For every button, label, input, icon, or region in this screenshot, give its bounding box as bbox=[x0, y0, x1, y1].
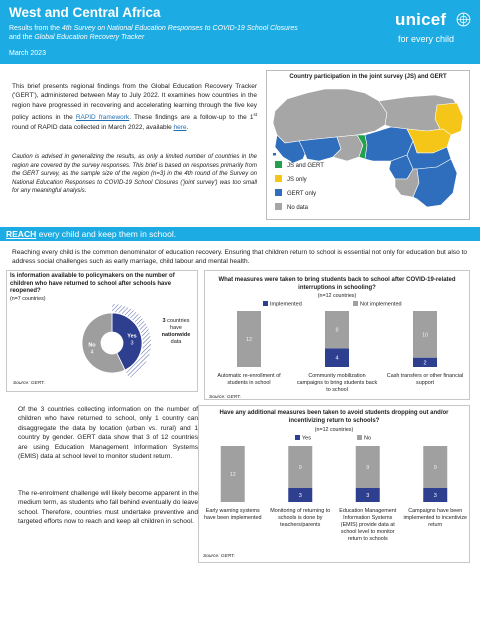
reach-heading-text: every child and keep them in school. bbox=[36, 229, 177, 239]
legend-label: Implemented bbox=[270, 301, 302, 308]
here-link[interactable]: here bbox=[173, 123, 187, 131]
chart1-subtitle: (n=7 countries) bbox=[10, 296, 46, 302]
unicef-globe-icon bbox=[456, 12, 471, 27]
pie-label-yes: Yes bbox=[127, 333, 137, 340]
category-label: Cash transfers or other financial support bbox=[386, 373, 464, 386]
header-banner bbox=[0, 0, 480, 64]
chart2-panel bbox=[204, 270, 470, 400]
legend-label: JS and GERT bbox=[287, 163, 324, 169]
bar-value-label: 9 bbox=[366, 465, 370, 471]
intro-text-b: . These findings are a follow-up to the 1 bbox=[129, 114, 254, 122]
chart1-source: Source: GERT. bbox=[13, 381, 45, 386]
chart3-legend-yes bbox=[295, 435, 311, 442]
bar-value-label: 3 bbox=[298, 493, 302, 499]
category-label: Community mobilization campaigns to bring students back to school bbox=[296, 373, 378, 393]
intro-superscript: st bbox=[253, 112, 257, 118]
reach-keyword: REACH bbox=[6, 229, 37, 239]
side-note-text-c: data bbox=[170, 339, 182, 345]
chart2-legend-not-implemented bbox=[353, 301, 402, 308]
category-label: Automatic re-enrollment of students in school bbox=[217, 373, 281, 386]
chart3-panel bbox=[198, 405, 470, 563]
legend-label: Yes bbox=[302, 435, 311, 442]
chart2-title-line2: interruptions in schooling? bbox=[298, 284, 376, 291]
subtitle-tracker-name: Global Education Recovery Tracker bbox=[34, 34, 145, 41]
rapid-framework-link[interactable]: RAPID framework bbox=[75, 114, 130, 122]
chart1-title: Is information available to policymakers on the number of children who have returned to school after schools have reopened? bbox=[10, 273, 175, 294]
bar-value-label: 4 bbox=[335, 355, 339, 362]
intro-text-d: . bbox=[186, 123, 189, 131]
bar-value-label: 9 bbox=[298, 465, 302, 471]
reach-intro-text: Reaching every child is the common denominator of education recovery. Ensuring that children return to school is essential not only for education but also to address social challenges such as early marriage, child labour and mental health. bbox=[12, 249, 468, 266]
category-label: Campaigns have been implemented to incentivize return bbox=[403, 508, 468, 528]
side-note-text: countries bbox=[167, 318, 190, 324]
bar-value-label: 3 bbox=[366, 493, 370, 499]
category-label: Education Management Information Systems (EMIS) provide data at school level to monitor return to schools bbox=[339, 508, 397, 542]
legend-label: No bbox=[364, 435, 372, 442]
pie-label-no: No bbox=[88, 342, 96, 349]
chart2-subtitle: (n=12 countries) bbox=[317, 293, 357, 299]
chart3-source: Source: GERT. bbox=[203, 554, 235, 559]
chart2-category-labels bbox=[205, 373, 469, 393]
unicef-logo bbox=[395, 10, 475, 54]
cabo-verde-shape bbox=[273, 153, 276, 156]
side-note-text-b: have bbox=[170, 325, 182, 331]
chart2-legend-implemented bbox=[263, 301, 302, 308]
map-legend-js-only bbox=[275, 175, 307, 183]
legend-label: JS only bbox=[287, 177, 307, 183]
pie-value-no: 4 bbox=[90, 349, 94, 356]
subtitle-text: Results from the bbox=[9, 25, 62, 32]
chart2-source: Source: GERT. bbox=[209, 395, 241, 400]
chart3-title-line2: incentivizing return to schools? bbox=[288, 417, 380, 424]
bar-value-label: 12 bbox=[229, 472, 236, 478]
intro-text: This brief presents regional findings from the Global Education Recovery Tracker ('GERT'), administered between May to July 2022. It examines how countries in the region have progressed in recovering and accelerating learning through the five key policy actions in the bbox=[12, 83, 257, 122]
map-legend-no-data bbox=[275, 203, 308, 211]
bar-value-label: 8 bbox=[335, 327, 339, 334]
chart3-bars bbox=[199, 444, 469, 504]
chart1-panel bbox=[6, 270, 198, 392]
side-note-bold: nationwide bbox=[161, 332, 191, 338]
category-label: Early warning systems have been implemented bbox=[203, 508, 262, 521]
logo-wordmark: unicef bbox=[395, 10, 447, 29]
side-note-number: 3 bbox=[162, 318, 166, 324]
bar-value-label: 3 bbox=[433, 493, 437, 499]
pie-value-yes: 3 bbox=[130, 340, 134, 347]
intro-text-c: round of RAPID data collected in March 2022, available bbox=[12, 123, 174, 131]
body-paragraph-2: The re-enrolment challenge will likely become apparent in the medium term, as students who fall behind eventually do leave school. Therefore, countries must undertake preventive and targeted efforts now to reach and keep all children in school. bbox=[18, 490, 198, 526]
chart3-category-labels bbox=[199, 508, 469, 548]
publication-date: March 2023 bbox=[9, 50, 46, 57]
subtitle-survey-name: 4th Survey on National Education Responses to COVID-19 School Closures bbox=[61, 25, 298, 32]
logo-tagline: for every child bbox=[398, 34, 455, 44]
bar-value-label: 10 bbox=[421, 332, 429, 339]
chart3-subtitle: (n=12 countries) bbox=[314, 427, 354, 433]
legend-label: Not implemented bbox=[360, 301, 402, 308]
body-paragraph-1: Of the 3 countries collecting information on the number of children who have returned to school, only 1 country can disaggregate the data by location (urban vs. rural) and 1 country by gender. GERT data show that 3 of 12 countries are using Education Management Information Systems (EMIS) data at school level to monitor student return. bbox=[18, 406, 198, 461]
chart1-side-note bbox=[157, 318, 195, 346]
legend-label: GERT only bbox=[287, 191, 317, 197]
map-legend-gert-only bbox=[275, 189, 316, 197]
page-subtitle bbox=[9, 24, 329, 42]
bar-value-label: 9 bbox=[433, 465, 437, 471]
chart2-title bbox=[205, 277, 469, 292]
participation-map-panel bbox=[266, 70, 470, 220]
reach-section-heading bbox=[0, 227, 480, 241]
bar-value-label: 2 bbox=[423, 360, 427, 367]
chart2-title-line1: What measures were taken to bring students back to school after COVID-19-related bbox=[218, 277, 456, 283]
subtitle-text-2: and the bbox=[9, 34, 35, 41]
chart3-title bbox=[199, 410, 469, 425]
map-legend-js-and-gert bbox=[275, 161, 324, 169]
chart2-bars bbox=[205, 309, 469, 369]
region-map bbox=[267, 83, 469, 219]
chart3-legend-no bbox=[357, 435, 371, 442]
intro-paragraph bbox=[12, 82, 257, 132]
category-label: Monitoring of returning to schools is done by teachers/parents bbox=[270, 508, 331, 528]
page-title: West and Central Africa bbox=[9, 5, 161, 20]
legend-label: No data bbox=[287, 205, 309, 211]
chart3-title-line1: Have any additional measures been taken to avoid students dropping out and/or bbox=[219, 410, 449, 416]
bar-value-label: 12 bbox=[245, 337, 253, 343]
map-title: Country participation in the joint survey (JS) and GERT bbox=[289, 74, 447, 80]
caution-note: Caution is advised in generalizing the results, as only a limited number of countries in the region are covered by the survey responses. This brief is based on responses primarily from the GERT survey, as the sample size of the region (n=3) in the 4th round of the Survey on National Education Responses to COVID-19 School Closures ('joint survey') was too small for any meaningful analysis. bbox=[12, 154, 257, 195]
